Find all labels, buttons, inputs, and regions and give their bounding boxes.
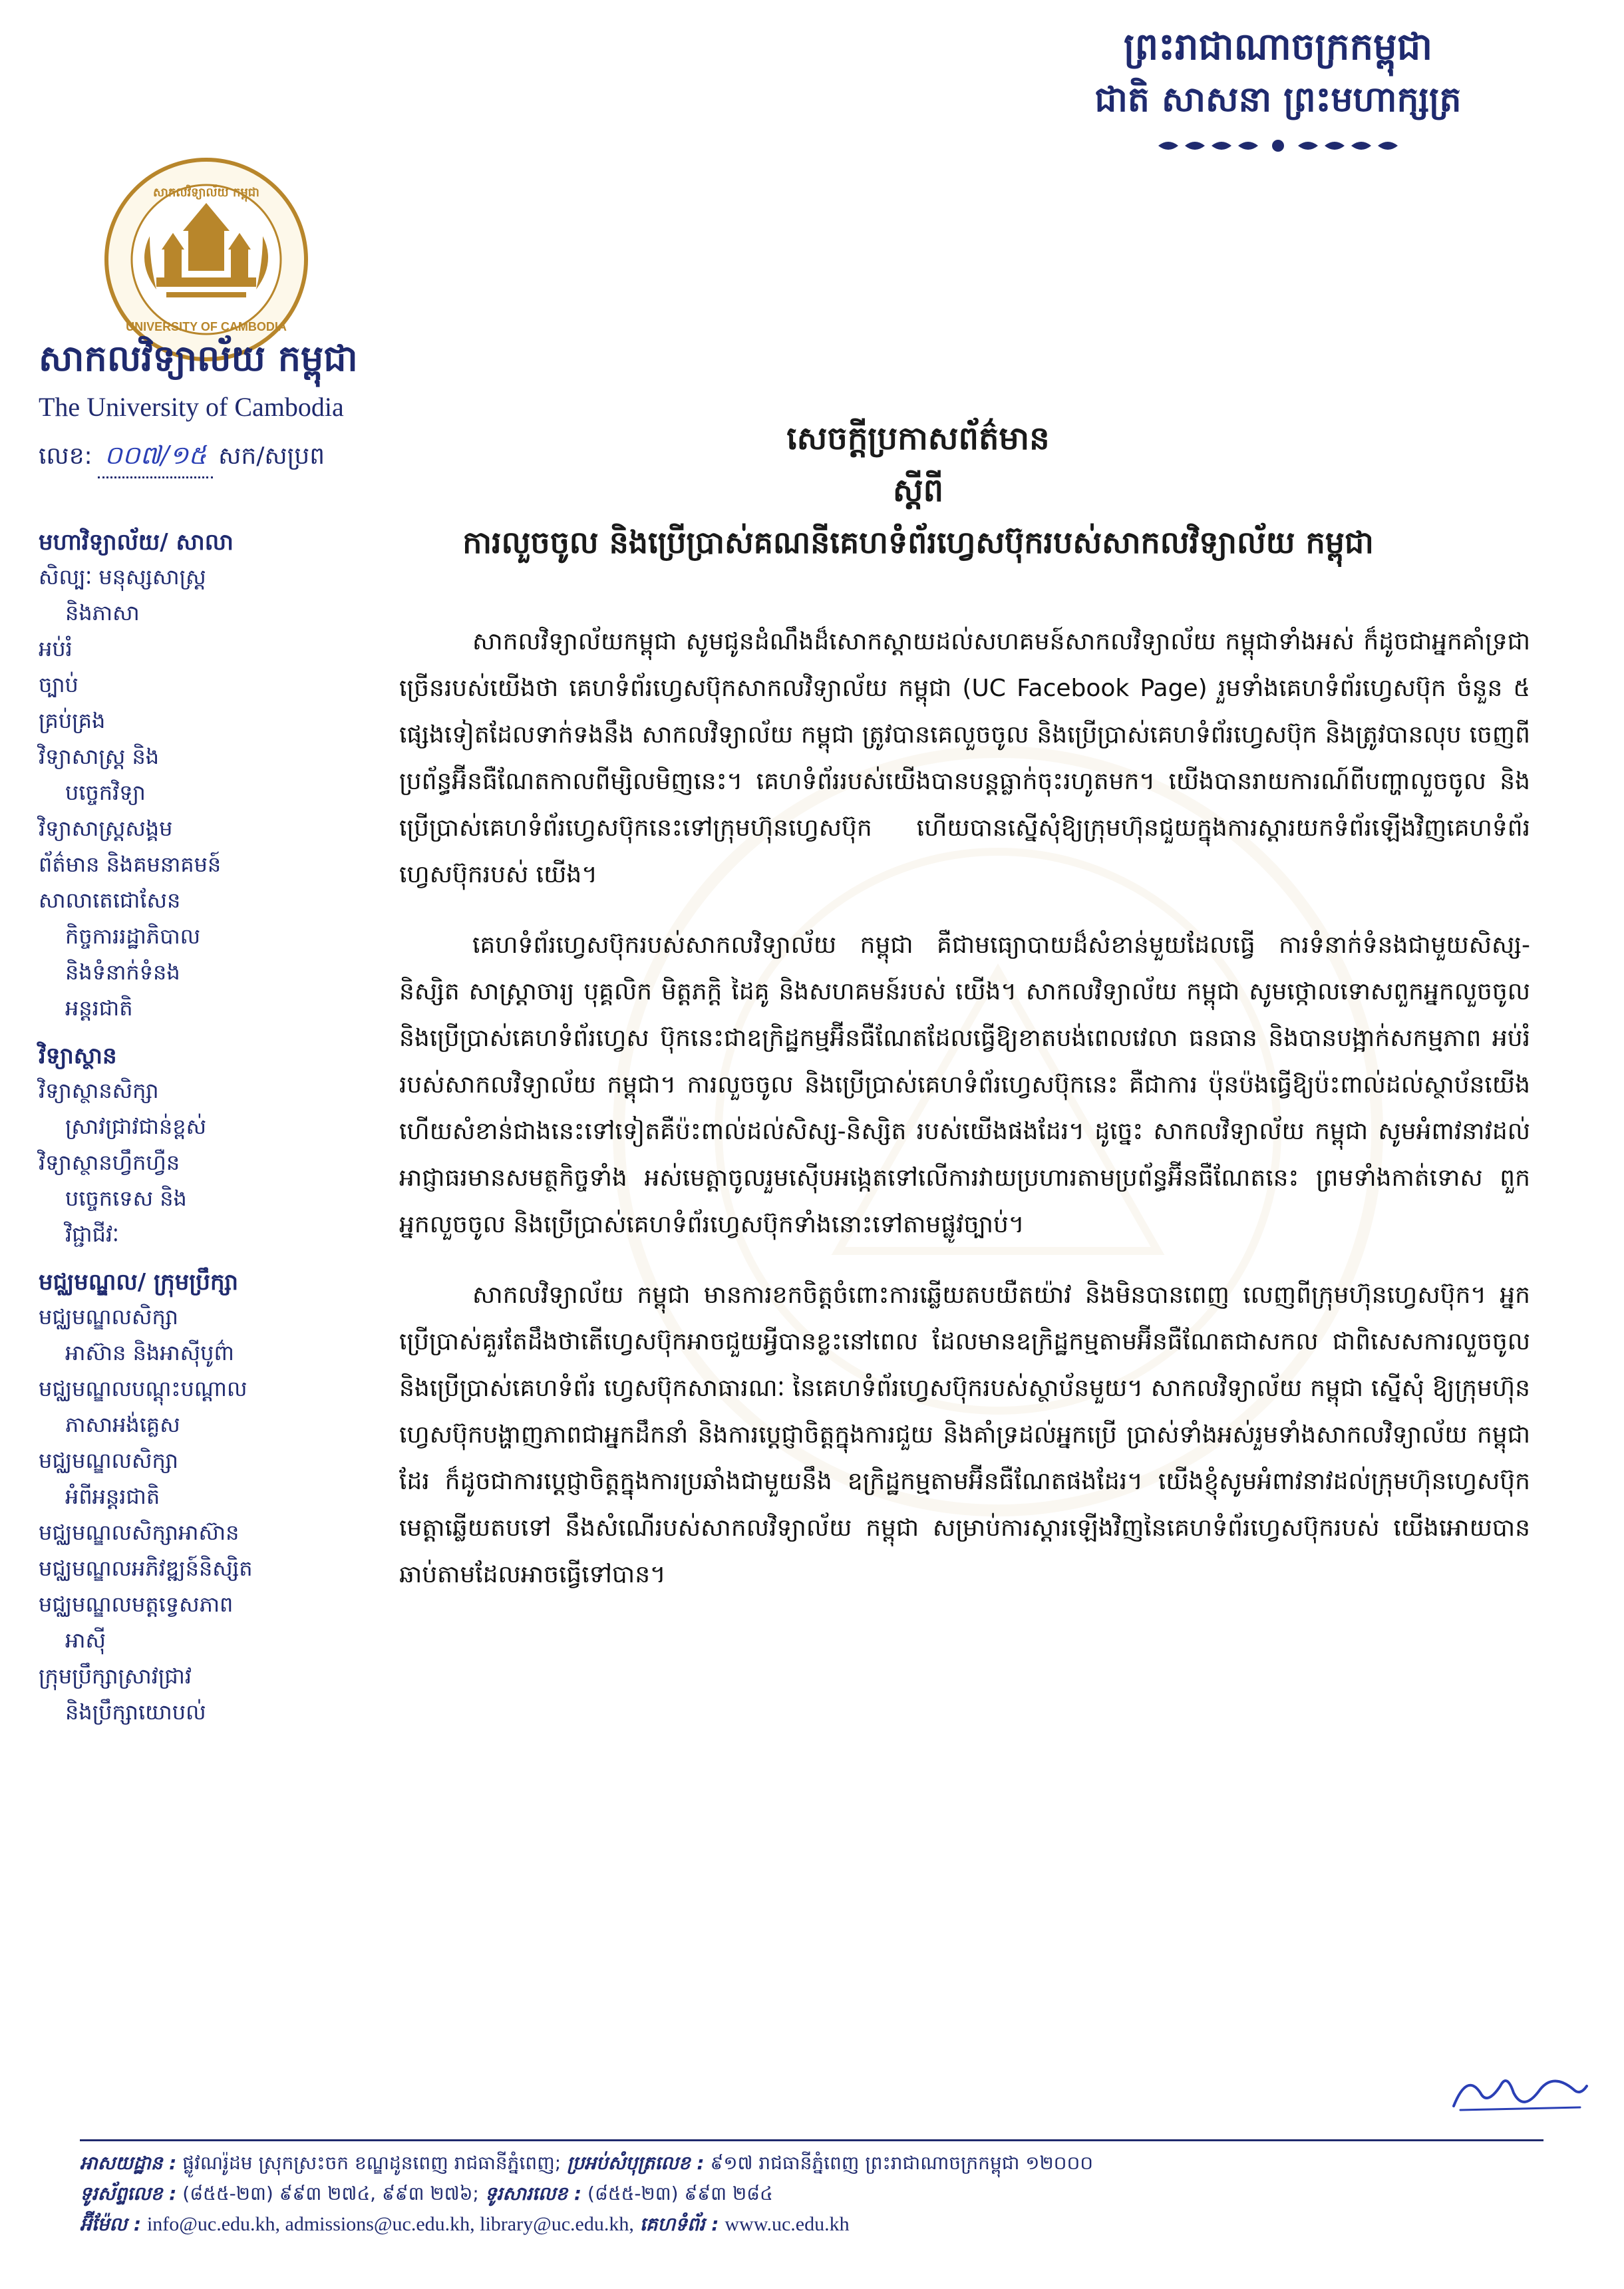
institute-item: វិទ្យាស្ថានហ្វឹកហ្វឺន <box>39 1150 180 1175</box>
title-line-2: ស្តីពី <box>892 472 944 509</box>
university-name-english: The University of Cambodia <box>39 392 344 422</box>
center-item: មជ្ឈមណ្ឌលសិក្សា <box>39 1304 178 1329</box>
website-link[interactable]: www.uc.edu.kh <box>725 2213 850 2235</box>
kingdom-title: ព្រះរាជាណាចក្រកម្ពុជា <box>1123 25 1433 69</box>
institutes-heading: វិទ្យាស្ថាន <box>39 1043 117 1069</box>
title-line-1: សេចក្តីប្រកាសព័ត៌មាន <box>786 420 1050 457</box>
body-paragraph-3: សាកលវិទ្យាល័យ កម្ពុជា មានការខកចិត្តចំពោះការឆ្លើយតបយឺតយ៉ាវ និងមិនបានពេញ លេញពីក្រុមហ៊ុនហ្វេសប៊ុក។ អ្នកប្រើប្រាស់គួរតែដឹងថាតើហ្វេសប៊ុកអាចជួយអ្វីបានខ្លះនៅពេល ដែលមានឧក្រិដ្ឋកម្មតាមអ៊ីនធឺណែតជាសកល ជាពិសេសការលួចចូល និងប្រើប្រាស់គេហទំព័រ ហ្វេសប៊ុកសាធារណៈ នៃគេហទំព័រហ្វេសប៊ុករបស់ស្ថាប័នមួយ។ សាកលវិទ្យាល័យ កម្ពុជា ស្នើសុំ ឱ្យក្រុមហ៊ុនហ្វេសប៊ុកបង្ហាញភាពជាអ្នកដឹកនាំ និងការប្តេជ្ញាចិត្តក្នុងការជួយ និងគាំទ្រដល់អ្នកប្រើ ប្រាស់ទាំងអស់រួមទាំងសាកលវិទ្យាល័យ កម្ពុជា ដែរ ក៏ដូចជាការប្តេជ្ញាចិត្តក្នុងការប្រឆាំងជាមួយនឹង ឧក្រិដ្ឋកម្មតាមអ៊ីនធឺណែតផងដែរ។ យើងខ្ញុំសូមអំពាវនាវដល់ក្រុមហ៊ុនហ្វេសប៊ុកមេត្តាឆ្លើយតបទៅ នឹងសំណើរបស់សាកលវិទ្យាល័យ កម្ពុជា សម្រាប់ការស្តារឡើងវិញនៃគេហទំព័រហ្វេសប៊ុករបស់ យើងអោយបានឆាប់តាមដែលអាចធ្វើទៅបាន។ <box>399 1282 1530 1588</box>
announcement-body <box>399 619 1530 1622</box>
center-item: មជ្ឈមណ្ឌលបណ្តុះបណ្តាល <box>39 1376 247 1401</box>
institute-item: ស្រាវជ្រាវជាន់ខ្ពស់ <box>65 1114 207 1139</box>
center-item: មជ្ឈមណ្ឌលសិក្សា <box>39 1448 178 1473</box>
faculty-item: វិទ្យាសាស្ត្រ និង <box>39 744 160 769</box>
faculty-item: និងទំនាក់ទំនង <box>65 960 180 985</box>
seal-text-kh: សាកលវិទ្យាល័យ កម្ពុជា <box>153 186 259 200</box>
title-line-3: ការលួចចូល និងប្រើប្រាស់គណនីគេហទំព័រហ្វេសប៊ុករបស់សាកលវិទ្យាល័យ កម្ពុជា <box>462 524 1374 560</box>
ornament-divider <box>1145 136 1411 156</box>
reference-number: ០០៧/១៥ <box>98 439 213 478</box>
kingdom-header <box>1025 23 1531 158</box>
center-item: មជ្ឈមណ្ឌលអភិវឌ្ឍន៍និស្សិត <box>39 1556 253 1581</box>
university-seal-logo <box>103 156 309 363</box>
national-motto: ជាតិ សាសនា ព្រះមហាក្សត្រ <box>1094 79 1462 120</box>
email-label: អ៊ីម៉ែល : <box>80 2213 142 2235</box>
institute-item: វិទ្យាស្ថានសិក្សា <box>39 1078 159 1103</box>
faculty-item: សាលាតេជោសែន <box>39 888 181 913</box>
center-item: មជ្ឈមណ្ឌលមត្តទ្វេសភាព <box>39 1592 234 1617</box>
fax-value: (៨៥៥-២៣) ៩៩៣ ២៨៤ <box>587 2183 773 2204</box>
faculty-item: ព័ត៌មាន និងគមនាគមន៍ <box>39 852 222 877</box>
po-box-value: ៩១៧ រាជធានីភ្នំពេញ ព្រះរាជាណាចក្រកម្ពុជា ១២០០០ <box>710 2152 1094 2174</box>
phone-label: ទូរស័ព្ទលេខ : <box>80 2183 177 2204</box>
faculty-item: អប់រំ <box>39 636 73 661</box>
faculty-item: បច្ចេកវិទ្យា <box>65 780 146 805</box>
centers-heading: មជ្ឈមណ្ឌល/ ក្រុមប្រឹក្សា <box>39 1269 239 1296</box>
footer-contact <box>80 2148 1557 2240</box>
faculty-item: កិច្ចការរដ្ឋាភិបាល <box>65 924 201 949</box>
body-paragraph-1: សាកលវិទ្យាល័យកម្ពុជា សូមជូនដំណឹងដ៏សោកស្តាយដល់សហគមន៍សាកលវិទ្យាល័យ កម្ពុជាទាំងអស់ ក៏ដូចជាអ្នកគាំទ្រជាច្រើនរបស់យើងថា គេហទំព័រហ្វេសប៊ុកសាកលវិទ្យាល័យ កម្ពុជា (UC Facebook Page) រួមទាំងគេហទំព័រហ្វេសប៊ុក ចំនួន ៥ ផ្សេងទៀតដែលទាក់ទងនឹង សាកលវិទ្យាល័យ កម្ពុជា ត្រូវបានគេលួចចូល និងប្រើប្រាស់គេហទំព័រហ្វេសប៊ុក និងត្រូវបានលុប ចេញពីប្រព័ន្ធអ៊ីនធឺណែតកាលពីម្សិលមិញនេះ។ គេហទំព័ររបស់យើងបានបន្តធ្លាក់ចុះរហូតមក។ យើងបានរាយការណ៍ពីបញ្ហាលួចចូល និងប្រើប្រាស់គេហទំព័រហ្វេសប៊ុកនេះទៅក្រុមហ៊ុនហ្វេសប៊ុក ហើយបានស្នើសុំឱ្យក្រុមហ៊ុនជួយក្នុងការស្តារយកទំព័រឡើងវិញគេហទំព័រហ្វេសប៊ុករបស់ យើង។ <box>399 628 1530 888</box>
center-item: អាស៊ាន និងអាស៊ីបូព៌ា <box>65 1340 234 1365</box>
institute-item: បច្ចេកទេស និង <box>65 1186 187 1211</box>
university-name-khmer: សាកលវិទ្យាល័យ កម្ពុជា <box>39 337 358 379</box>
website-label: គេហទំព័រ : <box>639 2213 719 2235</box>
faculty-item: និងភាសា <box>65 600 140 625</box>
centers-list <box>39 1299 385 1730</box>
footer-line-address <box>80 2148 1557 2179</box>
footer-divider <box>80 2139 1543 2141</box>
faculty-item: ច្បាប់ <box>39 672 79 697</box>
institute-item: វិជ្ជាជីវៈ <box>65 1222 119 1247</box>
reference-suffix: សក/សប្រព <box>218 442 325 470</box>
seal-text-en: UNIVERSITY OF CAMBODIA <box>126 320 287 333</box>
address-value: ផ្លូវណរ៉ូដម ស្រុកស្រះចក ខណ្ឌដូនពេញ រាជធានីភ្នំពេញ; <box>182 2152 562 2174</box>
faculties-heading: មហាវិទ្យាល័យ/ សាលា <box>39 529 234 556</box>
center-item: ភាសាអង់គ្លេស <box>65 1412 180 1437</box>
reference-number-row <box>39 439 325 478</box>
faculty-item: អន្តរជាតិ <box>65 995 133 1021</box>
institutes-list <box>39 1073 385 1252</box>
center-item: មជ្ឈមណ្ឌលសិក្សាអាស៊ាន <box>39 1520 240 1545</box>
reference-label: លេខ: <box>39 442 92 470</box>
footer-line-phone <box>80 2179 1557 2209</box>
email-link[interactable]: info@uc.edu.kh, admissions@uc.edu.kh, library@uc.edu.kh, <box>146 2213 634 2235</box>
faculty-item: គ្រប់គ្រង <box>39 708 106 733</box>
center-item: អំពីអន្តរជាតិ <box>65 1484 160 1509</box>
signature <box>1447 2066 1593 2119</box>
faculty-item: សិល្បៈ មនុស្សសាស្ត្រ <box>39 564 206 590</box>
faculty-item: វិទ្យាសាស្ត្រសង្គម <box>39 816 173 841</box>
announcement-title <box>313 413 1524 568</box>
center-item: ក្រុមប្រឹក្សាស្រាវជ្រាវ <box>39 1664 192 1689</box>
fax-label: ទូរសារលេខ : <box>484 2183 582 2204</box>
body-paragraph-2: គេហទំព័រហ្វេសប៊ុករបស់សាកលវិទ្យាល័យ កម្ពុជា គឺជាមធ្យោបាយដ៏សំខាន់មួយដែលធ្វើ ការទំនាក់ទំនងជាមួយសិស្ស-និស្សិត សាស្ត្រាចារ្យ បុគ្គលិក មិត្តភក្តិ ដៃគូ និងសហគមន៍របស់ យើង។ សាកលវិទ្យាល័យ កម្ពុជា សូមថ្កោលទោសពួកអ្នកលួចចូល និងប្រើប្រាស់គេហទំព័រហ្វេស ប៊ុកនេះជាឧក្រិដ្ឋកម្មអ៊ីនធឺណែតដែលធ្វើឱ្យខាតបង់ពេលវេលា ធនធាន និងបានបង្អាក់សកម្មភាព អប់រំរបស់សាកលវិទ្យាល័យ កម្ពុជា។ ការលួចចូល និងប្រើប្រាស់គេហទំព័រហ្វេសប៊ុកនេះ គឺជាការ ប៉ុនប៉ងធ្វើឱ្យប៉ះពាល់ដល់ស្ថាប័នយើងហើយសំខាន់ជាងនេះទៅទៀតគឺប៉ះពាល់ដល់សិស្ស-និស្សិត របស់យើងផងដែរ។ ដូច្នេះ សាកលវិទ្យាល័យ កម្ពុជា សូមអំពាវនាវដល់អាជ្ញាធរមានសមត្ថកិច្ចទាំង អស់មេត្តាចូលរួមស៊ើបអង្កេតទៅលើការវាយប្រហារតាមប្រព័ន្ធអ៊ីនធឺណែតនេះ ព្រមទាំងកាត់ទោស ពួកអ្នកលួចចូល និងប្រើប្រាស់គេហទំព័រហ្វេសប៊ុកទាំងនោះទៅតាមផ្លូវច្បាប់។ <box>399 932 1530 1238</box>
phone-value: (៨៥៥-២៣) ៩៩៣ ២៧៤, ៩៩៣ ២៧៦; <box>182 2183 479 2204</box>
footer-line-web <box>80 2209 1557 2240</box>
center-item: អាស៊ី <box>65 1628 106 1653</box>
sidebar-departments <box>39 526 385 1730</box>
po-box-label: ប្រអប់សំបុត្រលេខ : <box>567 2152 705 2174</box>
address-label: អាសយដ្ឋាន : <box>80 2152 177 2174</box>
faculties-list <box>39 559 385 1026</box>
center-item: និងប្រឹក្សាយោបល់ <box>65 1699 206 1725</box>
